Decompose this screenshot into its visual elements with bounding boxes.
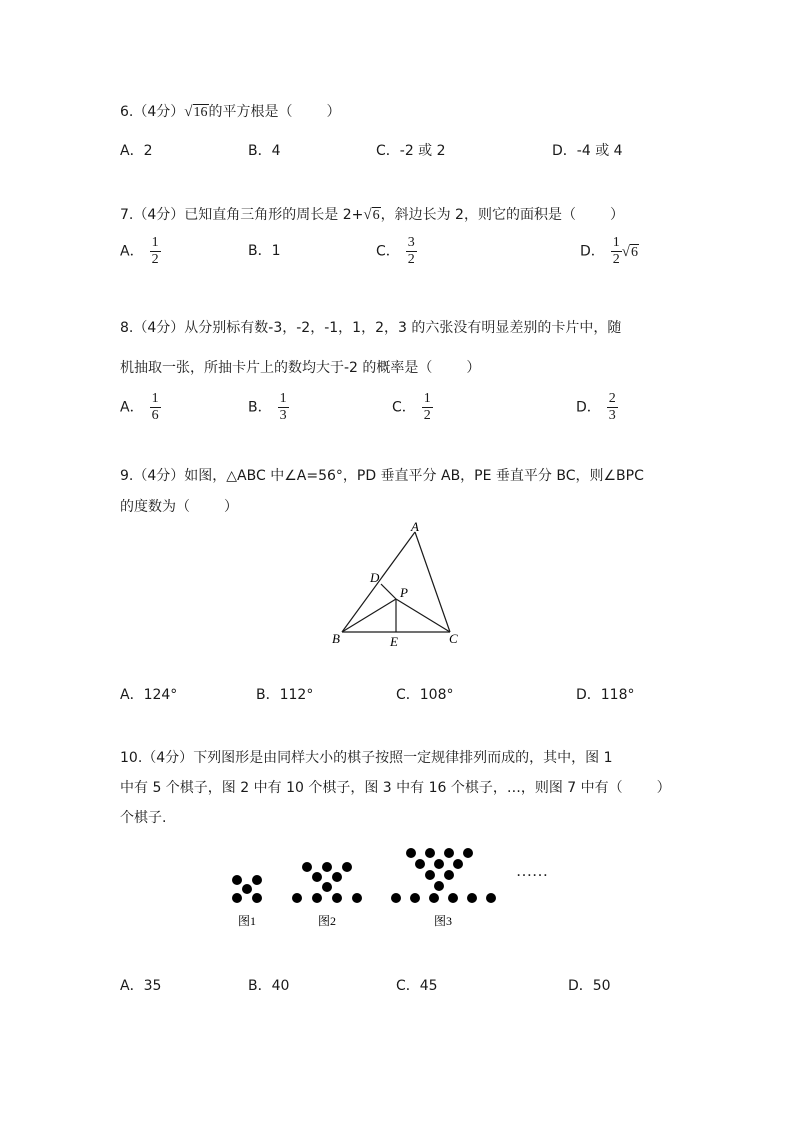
ellipsis: …… — [516, 863, 548, 880]
q9-option-a: A．124° — [120, 687, 178, 703]
q9-option-c: C．108° — [396, 687, 454, 703]
segment-pc — [396, 599, 450, 632]
label-b: B — [332, 631, 340, 646]
q8-option-a: A． $\frac{1}{6}$ — [120, 391, 159, 423]
q6-option-c: C．-2 或 2 — [376, 143, 446, 159]
fraction: $\frac{3}{2}$ — [407, 235, 415, 267]
triangle-figure — [328, 520, 468, 652]
segment-pb — [342, 599, 396, 632]
label-a: A — [411, 520, 419, 534]
q8-option-d: D． $\frac{2}{3}$ — [576, 391, 616, 423]
q10-stem-line3: 个棋子. — [120, 810, 167, 826]
fig3-label: 图3 — [434, 914, 453, 928]
q9-stem-line2: 的度数为（ ） — [120, 499, 238, 515]
figure-3 — [391, 848, 496, 903]
q8-option-c: C． $\frac{1}{2}$ — [392, 391, 431, 423]
q7-stem: 7.（4分）已知直角三角形的周长是 2+√6，斜边长为 2，则它的面积是（ ） — [120, 205, 624, 226]
fraction: $\frac{1}{2}$ — [612, 235, 620, 267]
q10-stem-line2: 中有 5 个棋子，图 2 中有 10 个棋子，图 3 中有 16 个棋子，…，则图 7 中有（ ） — [120, 780, 671, 796]
figure-2 — [292, 862, 362, 903]
q9-option-b: B．112° — [256, 687, 314, 703]
q8-stem-line2: 机抽取一张，所抽卡片上的数均大于-2 的概率是（ ） — [120, 360, 481, 376]
side-ac — [415, 532, 450, 632]
q6-option-a: A．2 — [120, 143, 153, 159]
q7-option-d: D． $\frac{1}{2}$ √6 — [580, 235, 639, 267]
figure-1 — [232, 875, 262, 903]
q7-option-b: B．1 — [248, 243, 281, 259]
q10-option-a: A．35 — [120, 978, 162, 994]
sqrt-6: √6 — [363, 207, 380, 223]
q6-score: （4分） — [133, 104, 185, 120]
q9-stem-line1: 9.（4分）如图，△ABC 中∠A=56°，PD 垂直平分 AB，PE 垂直平分 BC，则∠BPC — [120, 468, 644, 484]
q6-stem: 6.（4分）√16的平方根是（ ） — [120, 102, 341, 123]
q6-number: 6. — [120, 104, 134, 120]
q10-stem-line1: 10.（4分）下列图形是由同样大小的棋子按照一定规律排列而成的，其中，图 1 — [120, 750, 613, 766]
label-e: E — [390, 634, 398, 649]
q8-option-b: B． $\frac{1}{3}$ — [248, 391, 287, 423]
q9-option-d: D．118° — [576, 687, 635, 703]
q8-stem-line1: 8.（4分）从分别标有数-3，-2，-1，1，2，3 的六张没有明显差别的卡片中，随 — [120, 320, 622, 336]
segment-dp — [381, 584, 396, 599]
label-c: C — [449, 631, 458, 646]
label-p: P — [400, 585, 408, 600]
q6-option-b: B．4 — [248, 143, 281, 159]
q10-option-c: C．45 — [396, 978, 438, 994]
q10-option-d: D．50 — [568, 978, 611, 994]
label-d: D — [370, 570, 380, 585]
sqrt-16: √16 — [184, 104, 208, 120]
q10-option-b: B．40 — [248, 978, 290, 994]
q7-option-c: C． $\frac{3}{2}$ — [376, 235, 415, 267]
q6-option-d: D．-4 或 4 — [552, 143, 623, 159]
chess-pieces-figure — [220, 840, 580, 940]
fraction: $\frac{1}{2}$ — [151, 235, 159, 267]
fig1-label: 图1 — [238, 914, 257, 928]
fig2-label: 图2 — [318, 914, 337, 928]
q7-option-a: A． $\frac{1}{2}$ — [120, 235, 159, 267]
